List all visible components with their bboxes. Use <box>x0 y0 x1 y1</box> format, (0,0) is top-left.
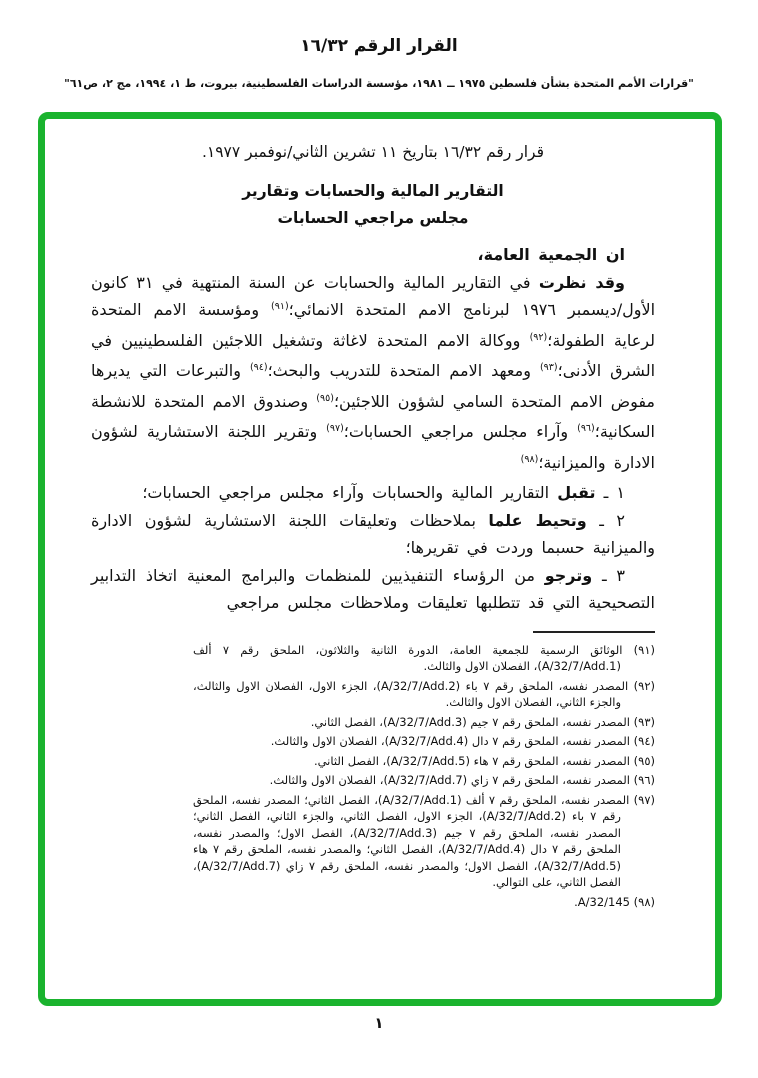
footnote-item: (٩٥) المصدر نفسه، الملحق رقم ٧ هاء (A/32/7/Add.5)، الفصل الثاني. <box>313 753 655 768</box>
footnote-reference: (٩٦) <box>577 423 595 434</box>
body-paragraphs <box>91 241 655 617</box>
resolution-box <box>38 112 722 1006</box>
footnote-item: (٩٤) المصدر نفسه، الملحق رقم ٧ دال (A/32/7/Add.4)، الفصلان الاول والثالث. <box>270 734 655 748</box>
footnote-item: (٩٧) المصدر نفسه، الملحق رقم ٧ ألف (A/32/7/Add.1)، الفصل الثاني؛ المصدر نفسه، الملحق رقم ٧ باء (A/32/7/Add.2)، الجزء الاول، الفصل الثاني، والجزء الثاني، الفصل الثاني؛ المصدر نفسه، الملحق رقم ٧ جيم (A/32/7/Add.3)، الفصل الاول؛ والمصدر نفسه، الملحق رقم ٧ دال (A/32/7/Add.4)، الفصل الثاني؛ والمصدر نفسه، الملحق رقم ٧ هاء (A/32/7/Add.5)، الفصل الاول؛ والمصدر نفسه، الملحق رقم ٧ زاي (A/32/7/Add.7)، الفصل الثاني، على التوالي. <box>193 792 655 889</box>
footnote-reference: (٩٧) <box>326 423 344 434</box>
source-citation: "قرارات الأمم المتحدة بشأن فلسطين ١٩٧٥ ــ ١٩٨١، مؤسسة الدراسات الفلسطينية، بيروت، ط ١، ١٩٩٤، مج ٢، ص٦١" <box>64 77 694 90</box>
footnote-reference: (٩١) <box>271 301 289 312</box>
footnote-item: (٩٣) المصدر نفسه، الملحق رقم ٧ جيم (A/32/7/Add.3)، الفصل الثاني. <box>310 714 655 729</box>
resolution-heading <box>91 139 655 232</box>
page-number: ١ <box>374 1014 384 1032</box>
body-paragraph: ان الجمعية العامة، <box>477 245 625 264</box>
footnote-number: (٩٤) <box>633 734 655 748</box>
footnote-number: (٩٢) <box>633 678 655 693</box>
footnote-reference: (٩٢) <box>529 331 548 343</box>
footnote-item: (٩١) الوثائق الرسمية للجمعية العامة، الدورة الثانية والثلاثون، الملحق رقم ٧ ألف (A/32/7/Add.1)، الفصلان الاول والثالث. <box>193 642 655 673</box>
body-paragraph: ١ ـ تقبل التقارير المالية والحسابات وآراء مجلس مراجعي الحسابات؛ <box>142 483 625 502</box>
footnote-item: (٩٢) المصدر نفسه، الملحق رقم ٧ باء (A/32/7/Add.2)، الجزء الاول، الفصلان الاول والثالث، والجزء الثاني، الفصلان الاول والثالث. <box>193 678 655 709</box>
body-paragraph: ٣ ـ وترجو من الرؤساء التنفيذيين للمنظمات والبرامج المعنية اتخاذ التدابير التصحيحية التي قد تتطلبها تعليقات وملاحظات مجلس مراجعي <box>91 565 655 612</box>
footnote-reference: (٩٨) <box>520 453 539 465</box>
footnote-reference: (٩٥) <box>316 392 334 404</box>
page-title: القرار الرقم ١٦/٣٢ <box>300 36 458 56</box>
footnotes-list <box>193 642 655 911</box>
resolution-heading-line3: مجلس مراجعي الحسابات <box>277 209 469 227</box>
footnote-number: (٩٧) <box>633 792 655 807</box>
body-paragraph: وقد نظرت في التقارير المالية والحسابات عن السنة المنتهية في ٣١ كانون الأول/ديسمبر ١٩٧٦ لبرنامج الامم المتحدة الانمائي؛$^{(٩١)}$ ومؤسسة الامم المتحدة لرعاية الطفولة؛$^{(٩٢)}$ ووكالة الامم المتحدة لاغاثة وتشغيل اللاجئين الفلسطينيين في الشرق الأدنى؛$^{(٩٣)}$ ومعهد الامم المتحدة للتدريب والبحث؛$^{(٩٤)}$ والتبرعات التي يديرها مفوض الامم المتحدة السامي لشؤون اللاجئين؛$^{(٩٥)}$ وصندوق الامم المتحدة للانشطة السكانية؛$^{(٩٦)}$ وآراء مجلس مراجعي الحسابات؛$^{(٩٧)}$ وتقرير اللجنة الاستشارية لشؤون الادارة والميزانية؛$^{(٩٨)}$ <box>91 272 656 472</box>
footnote-number: (٩٨) <box>633 894 655 909</box>
resolution-heading-line2: التقارير المالية والحسابات وتقارير <box>242 182 504 200</box>
footnote-reference: (٩٣) <box>539 362 558 373</box>
footnote-number: (٩٥) <box>633 753 655 768</box>
footnote-number: (٩٦) <box>633 773 655 787</box>
footnote-number: (٩١) <box>633 642 655 657</box>
footnote-number: (٩٣) <box>633 714 655 729</box>
resolution-content <box>45 119 715 910</box>
resolution-heading-line1: قرار رقم ١٦/٣٢ بتاريخ ١١ تشرين الثاني/نوفمبر ١٩٧٧. <box>201 143 545 161</box>
footnote-item: (٩٦) المصدر نفسه، الملحق رقم ٧ زاي (A/32/7/Add.7)، الفصلان الاول والثالث. <box>269 773 655 787</box>
footnote-separator <box>533 631 655 633</box>
body-paragraph: ٢ ـ وتحيط علما بملاحظات وتعليقات اللجنة الاستشارية لشؤون الادارة والميزانية حسبما وردت في تقريرها؛ <box>91 510 655 557</box>
footnote-item: (٩٨) A/32/145. <box>574 894 655 909</box>
footnote-reference: (٩٤) <box>249 362 268 373</box>
